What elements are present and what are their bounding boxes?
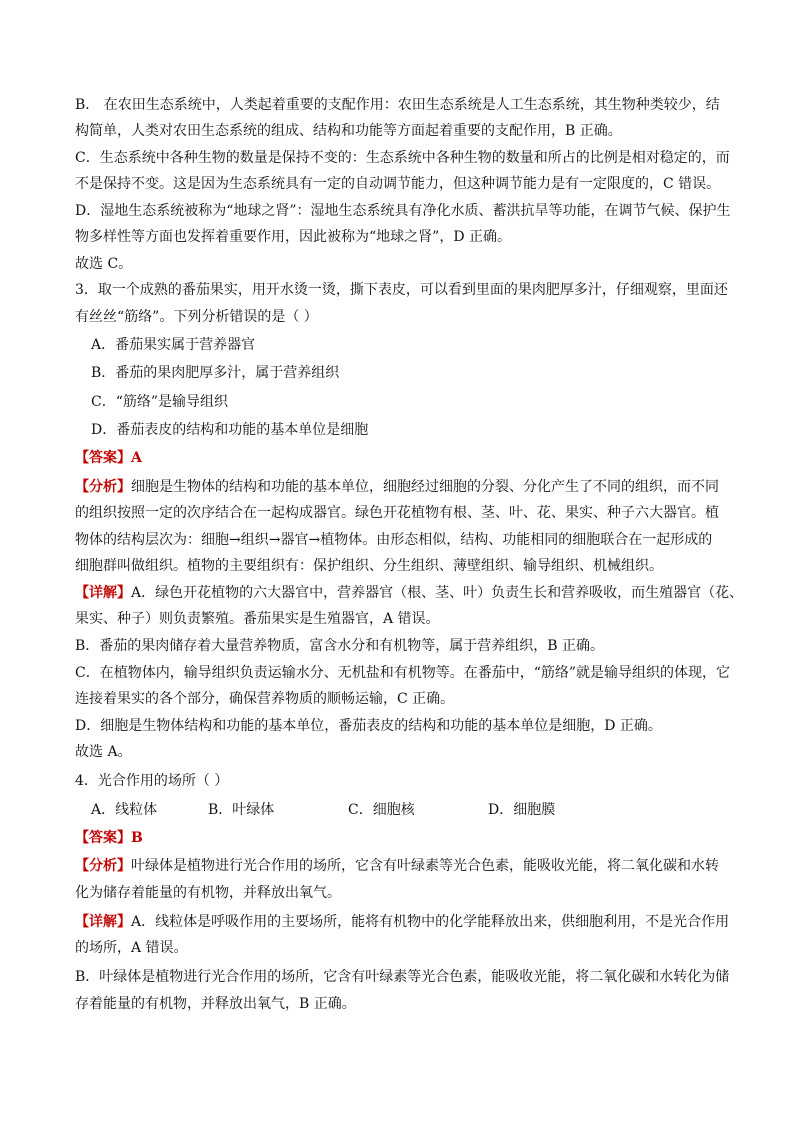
detail-line: 【详解】A．绿色开花植物的六大器官中，营养器官（根、茎、叶）负责生长和营养吸收，而生殖器官（花、 [75, 585, 744, 601]
detail-label: 【详解】 [75, 914, 131, 930]
text-line: 物体的结构层次为：细胞→组织→器官→植物体。由形态相似，结构、功能相同的细胞联合在一起形成的 [75, 532, 713, 548]
text-line: 不是保持不变。这是因为生态系统具有一定的自动调节能力，但这种调节能力是有一定限度的，C 错误。 [75, 176, 721, 192]
text-line: 物多样性等方面也发挥着重要作用，因此被称为“地球之肾”，D 正确。 [75, 229, 511, 245]
text-line: 故选 C。 [75, 256, 133, 272]
question-3-option-c: C．“筋络”是输导组织 [91, 394, 229, 410]
detail-label: 【详解】 [75, 585, 131, 601]
question-3-option-b: B．番茄的果肉肥厚多汁，属于营养组织 [91, 365, 340, 381]
question-3-stem: 有丝丝“筋络”。下列分析错误的是（ ） [75, 309, 318, 325]
text-line: 细胞群叫做组织。植物的主要组织有：保护组织、分生组织、薄壁组织、输导组织、机械组织。 [75, 558, 663, 574]
text-line: 化为储存着能量的有机物，并释放出氧气。 [75, 885, 341, 901]
detail-line: 【详解】A．线粒体是呼吸作用的主要场所，能将有机物中的化学能释放出来，供细胞利用，不是光合作用 [75, 914, 730, 930]
analysis-line: 【分析】细胞是生物体的结构和功能的基本单位，细胞经过细胞的分裂、分化产生了不同的组织，而不同 [75, 479, 719, 495]
analysis-line: 【分析】叶绿体是植物进行光合作用的场所，它含有叶绿素等光合色素，能吸收光能，将二氧化碳和水转 [75, 858, 719, 874]
question-4-stem: 4．光合作用的场所（ ） [75, 773, 229, 789]
question-4-option-a: A．线粒体 [91, 802, 158, 818]
question-3-option-a: A．番茄果实属于营养器官 [91, 337, 256, 353]
answer-label: 【答案】A [75, 450, 142, 466]
text-line: C．生态系统中各种生物的数量是保持不变的：生态系统中各种生物的数量和所占的比例是相对稳定的，而 [75, 150, 730, 166]
text-line: B．番茄的果肉储存着大量营养物质，富含水分和有机物等，属于营养组织，B 正确。 [75, 638, 605, 654]
text-line: 故选 A。 [75, 744, 132, 760]
text-line: B． 在农田生态系统中，人类起着重要的支配作用：农田生态系统是人工生态系统，其生物种类较少，结 [75, 97, 720, 113]
question-3-stem: 3．取一个成熟的番茄果实，用开水烫一烫，撕下表皮，可以看到里面的果肉肥厚多汁，仔细观察，里面还 [75, 282, 728, 298]
text-line: 果实、种子）则负责繁殖。番茄果实是生殖器官，A 错误。 [75, 611, 440, 627]
text-line: 的组织按照一定的次序结合在一起构成器官。绿色开花植物有根、茎、叶、花、果实、种子六大器官。植 [75, 505, 719, 521]
question-4-option-c: C．细胞核 [348, 802, 415, 818]
text-line: C．在植物体内，输导组织负责运输水分、无机盐和有机物等。在番茄中，“筋络”就是输导组织的体现，它 [75, 665, 731, 681]
question-4-option-b: B．叶绿体 [208, 802, 275, 818]
question-4-option-d: D．细胞膜 [488, 802, 556, 818]
text-line: 存着能量的有机物，并释放出氧气，B 正确。 [75, 996, 356, 1012]
analysis-label: 【分析】 [75, 479, 131, 495]
text-line: 的场所，A 错误。 [75, 940, 188, 956]
text-line: D．湿地生态系统被称为“地球之肾”：湿地生态系统具有净化水质、蓄洪抗旱等功能，在调节气候、保护生 [75, 203, 731, 219]
answer-label: 【答案】B [75, 830, 143, 846]
text-line: B．叶绿体是植物进行光合作用的场所，它含有叶绿素等光合色素，能吸收光能，将二氧化碳和水转化为储 [75, 969, 730, 985]
text-line: D．细胞是生物体结构和功能的基本单位，番茄表皮的结构和功能的基本单位是细胞，D 正确。 [75, 718, 662, 734]
question-3-option-d: D．番茄表皮的结构和功能的基本单位是细胞 [91, 422, 369, 438]
text-line: 构简单，人类对农田生态系统的组成、结构和功能等方面起着重要的支配作用，B 正确。 [75, 123, 622, 139]
text-line: 连接着果实的各个部分，确保营养物质的顺畅运输，C 正确。 [75, 691, 455, 707]
analysis-label: 【分析】 [75, 858, 131, 874]
